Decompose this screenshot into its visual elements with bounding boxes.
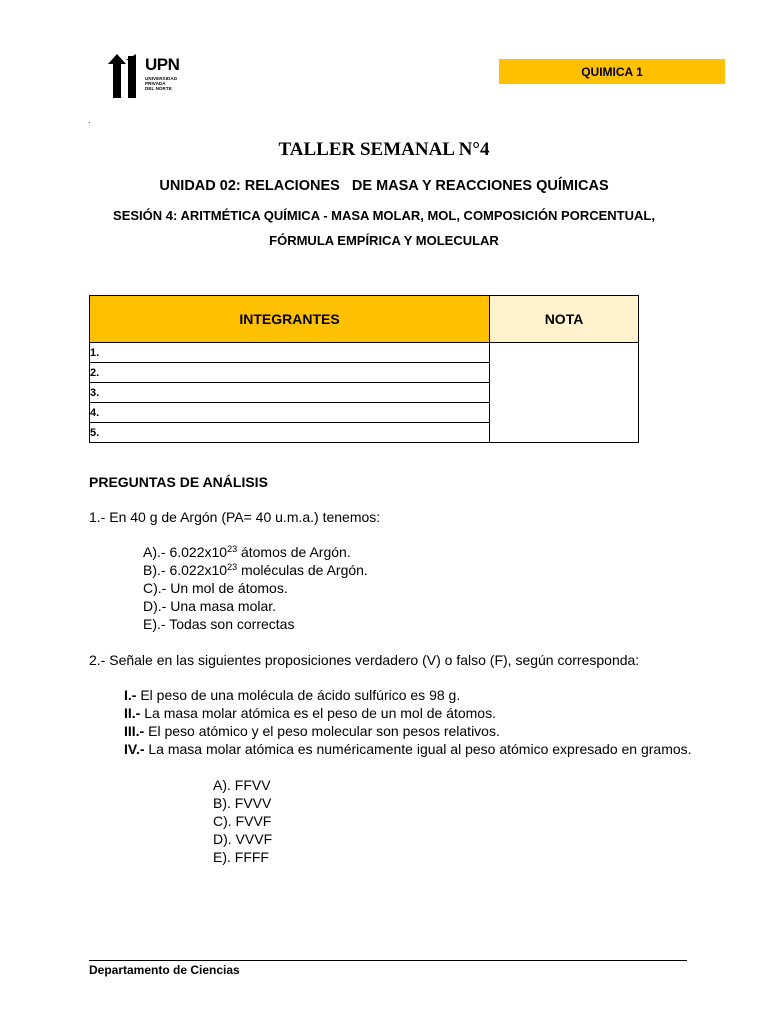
q2-option-d: D). VVVF [213, 831, 273, 847]
member-row[interactable]: 5. [90, 423, 490, 443]
question-2-propositions [124, 686, 694, 758]
q1-option-d: D).- Una masa molar. [143, 598, 277, 614]
question-1-options [143, 543, 368, 633]
page-title: TALLER SEMANAL N°4 [278, 139, 490, 160]
q2-proposition: II.- La masa molar atómica es el peso de un mol de átomos. [124, 705, 496, 721]
q1-option-e: E).- Todas son correctas [143, 616, 295, 632]
section-title: PREGUNTAS DE ANÁLISIS [89, 474, 268, 490]
q1-option-a: A).- $6.022x10^{23}$ átomos de Argón. [143, 544, 351, 560]
members-table [89, 295, 639, 443]
q2-proposition: III.- El peso atómico y el peso molecular son pesos relativos. [124, 723, 500, 739]
q2-option-e: E). FFFF [213, 849, 269, 865]
q2-option-a: A). FFVV [213, 777, 271, 793]
q2-proposition: I.- El peso de una molécula de ácido sulfúrico es 98 g. [124, 687, 461, 703]
q2-option-b: B). FVVV [213, 795, 272, 811]
session-heading: SESIÓN 4: ARITMÉTICA QUÍMICA - MASA MOLAR, MOL, COMPOSICIÓN PORCENTUAL, FÓRMULA EMPÍRICA Y MOLECULAR [113, 208, 655, 248]
footer-department: Departamento de Ciencias [89, 963, 240, 977]
question-1-prompt: 1.- En 40 g de Argón (PA= 40 u.m.a.) tenemos: [89, 509, 381, 525]
member-row[interactable]: 4. [90, 403, 490, 423]
logo-wordmark: UPN [145, 55, 180, 74]
member-row[interactable]: 2. [90, 363, 490, 383]
member-row[interactable]: 3. [90, 383, 490, 403]
q2-proposition: IV.- La masa molar atómica es numéricamente igual al peso atómico expresado en gramos. [124, 741, 692, 757]
question-2-prompt: 2.- Señale en las siguientes proposiciones verdadero (V) o falso (F), según corresponda: [89, 652, 640, 668]
grade-header: NOTA [490, 296, 639, 343]
q2-option-c: C). FVVF [213, 813, 272, 829]
q1-option-b: B).- $6.022x10^{23}$ moléculas de Argón. [143, 562, 368, 578]
members-header: INTEGRANTES [90, 296, 490, 343]
upn-arrow-icon [108, 54, 144, 100]
unit-heading: UNIDAD 02: RELACIONES DE MASA Y REACCIONES QUÍMICAS [159, 178, 609, 194]
logo-subtitle: UNIVERSIDAD PRIVADA DEL NORTE [145, 76, 178, 91]
upn-logo [108, 54, 188, 100]
question-2-options [213, 776, 272, 866]
stray-dot: . [88, 115, 91, 125]
grade-cell[interactable] [490, 343, 639, 443]
footer-divider [89, 960, 687, 961]
member-row[interactable]: 1. [90, 343, 490, 363]
q1-option-c: C).- Un mol de átomos. [143, 580, 288, 596]
course-label: QUIMICA 1 [499, 59, 725, 84]
